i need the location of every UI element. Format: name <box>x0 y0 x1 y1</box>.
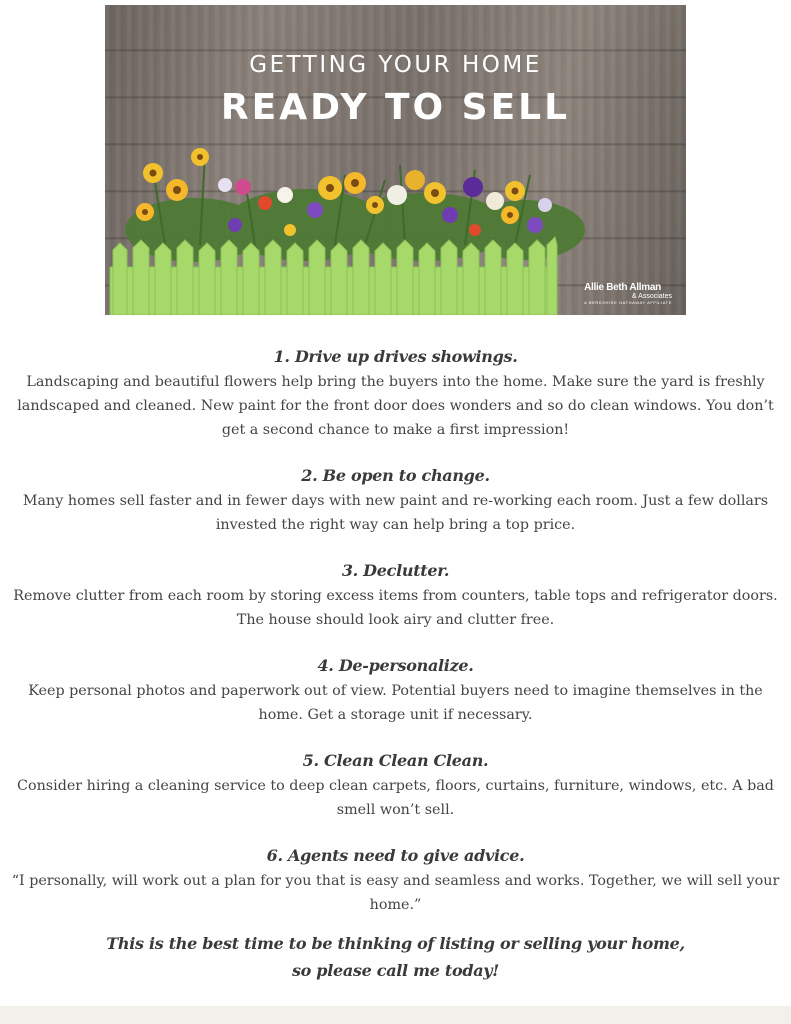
tip-heading: 3. Declutter. <box>341 561 450 580</box>
closing-call-to-action <box>8 930 783 984</box>
tip-body: Consider hiring a cleaning service to deep clean carpets, floors, curtains, furniture, windows, etc. A bad smell won’t sell. <box>17 778 774 818</box>
tip-body: “I personally, will work out a plan for you that is easy and seamless and works. Together, we will sell your home.” <box>11 873 780 913</box>
tip-section <box>8 346 783 442</box>
tip-body: Remove clutter from each room by storing excess items from counters, table tops and refrigerator doors. The house should look airy and clutter free. <box>13 588 778 628</box>
tip-section <box>8 845 783 917</box>
tip-heading: 6. Agents need to give advice. <box>266 846 525 865</box>
tip-heading: 2. Be open to change. <box>301 466 490 485</box>
logo-name: Allie Beth Allman <box>584 282 661 293</box>
tips-content <box>8 346 783 984</box>
tip-heading: 1. Drive up drives showings. <box>273 347 518 366</box>
tip-heading: 5. Clean Clean Clean. <box>302 751 489 770</box>
brand-logo <box>584 282 672 305</box>
hero-subtitle: GETTING YOUR HOME <box>249 52 542 78</box>
tip-body: Keep personal photos and paperwork out of view. Potential buyers need to imagine themselves in the home. Get a storage unit if necessary. <box>28 683 763 723</box>
hero-banner <box>105 5 686 315</box>
tip-section <box>8 465 783 537</box>
hero-title: READY TO SELL <box>220 87 571 128</box>
tip-section <box>8 655 783 727</box>
tip-section <box>8 750 783 822</box>
logo-associates: & Associates <box>631 293 672 300</box>
closing-line-2: so please call me today! <box>291 961 500 980</box>
footer-strip <box>0 1006 791 1024</box>
closing-line-1: This is the best time to be thinking of listing or selling your home, <box>106 934 685 953</box>
tip-section <box>8 560 783 632</box>
tip-body: Landscaping and beautiful flowers help bring the buyers into the home. Make sure the yard is freshly landscaped and cleaned. New paint for the front door does wonders and so do clean windows. You don’t get a second chance to make a first impression! <box>17 374 774 438</box>
logo-tagline: A BERKSHIRE HATHAWAY AFFILIATE <box>584 300 672 305</box>
tip-body: Many homes sell faster and in fewer days with new paint and re-working each room. Just a few dollars invested the right way can help bring a top price. <box>22 493 769 533</box>
tip-heading: 4. De-personalize. <box>317 656 474 675</box>
